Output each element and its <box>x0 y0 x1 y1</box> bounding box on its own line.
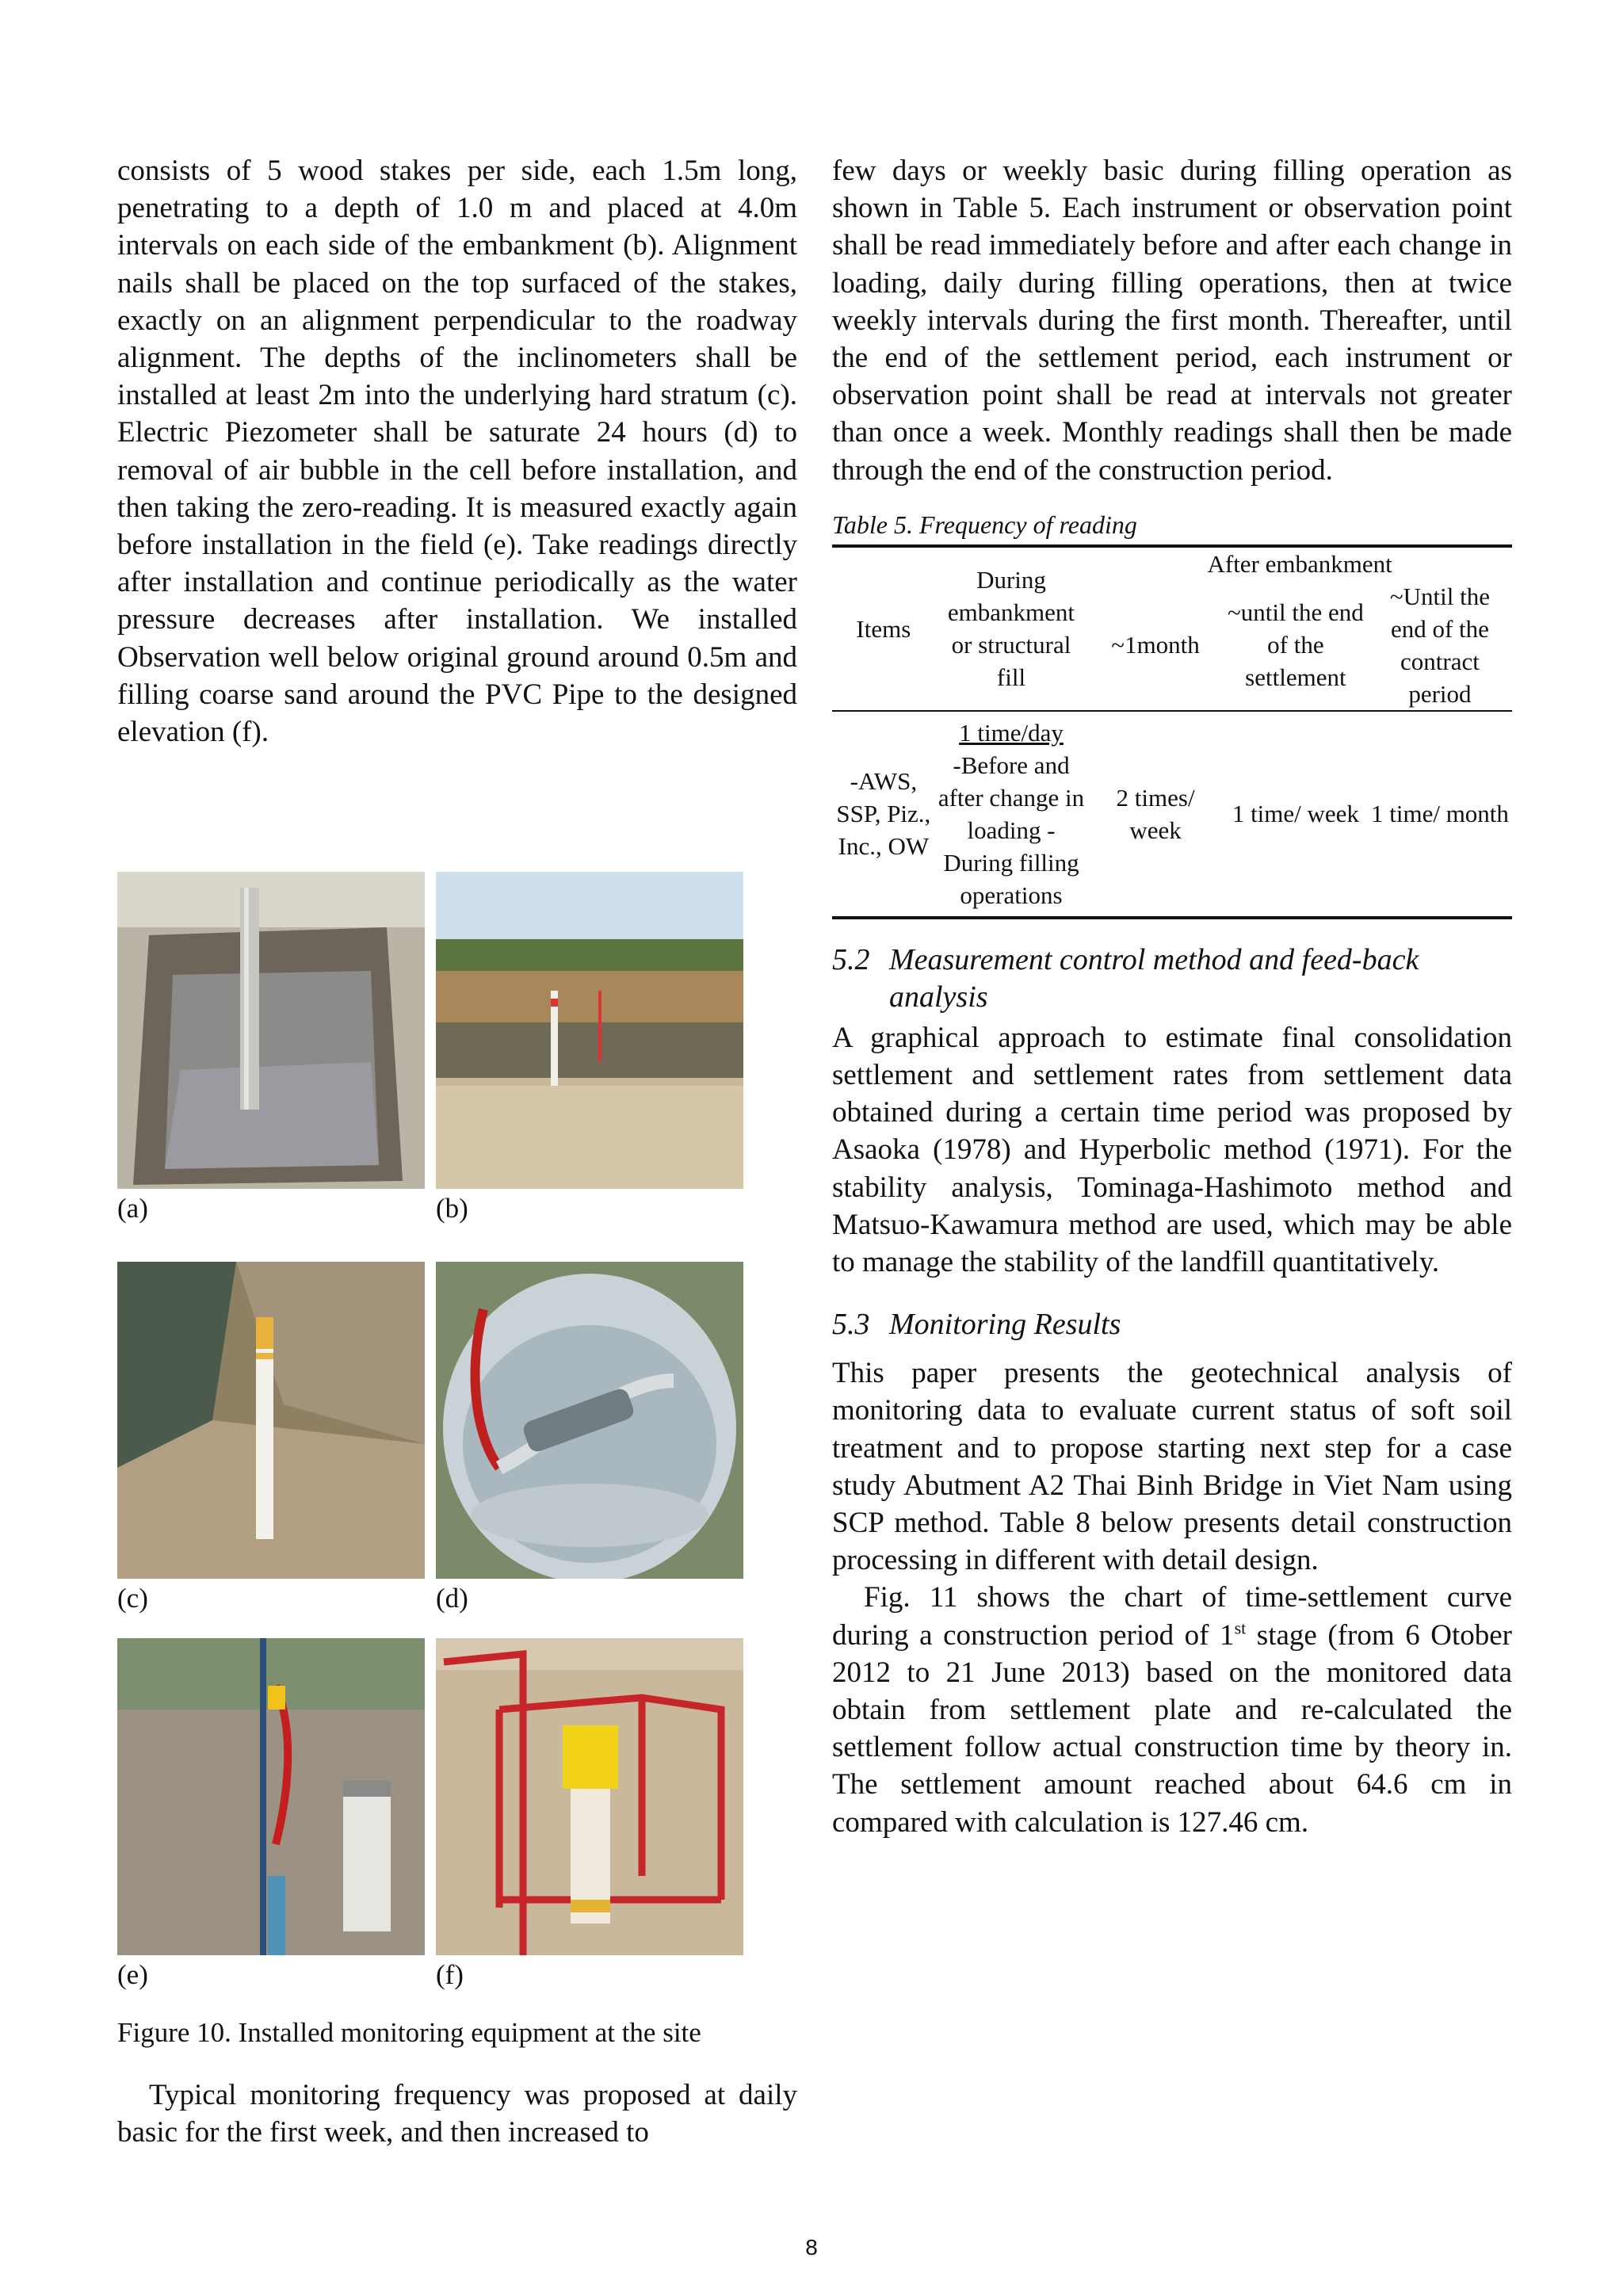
cell-during-line1: 1 time/day <box>959 718 1064 747</box>
figure-row-2 <box>117 1262 743 1614</box>
label-e: (e) <box>117 1959 148 1990</box>
section-5-3-number: 5.3 <box>832 1308 870 1342</box>
superscript-st: st <box>1234 1618 1247 1638</box>
label-d: (d) <box>436 1583 468 1614</box>
right-column <box>832 152 1512 1841</box>
section-5-3-paragraph-2-a: Fig. 11 shows the chart of time-settlement curve during a construction period of 1 <box>832 1581 1512 1652</box>
photo-c-inclinometer-casing <box>117 1262 425 1579</box>
header-after-embankment: After embankment <box>1207 549 1392 578</box>
label-f: (f) <box>436 1959 464 1990</box>
photo-e-piezometer-readout <box>117 1638 425 1955</box>
cell-contract: 1 time/ month <box>1370 800 1509 828</box>
right-paragraph-1: few days or weekly basic during filling operation as shown in Table 5. Each instrument or observation point shall be read immediately before and after each change in loading, daily during filling operations, then at twice weekly intervals during the first month. Thereafter, until the end of the settlement period, each instrument or observation point shall be read at intervals not greater than once a week. Monthly readings shall then be made through the end of the construction period. <box>832 155 1512 487</box>
header-during: During embankment or structural fill <box>947 566 1075 692</box>
header-items: Items <box>856 614 911 643</box>
left-bottom-text <box>117 2076 797 2151</box>
header-settlement: ~until the end of the settlement <box>1228 598 1364 692</box>
label-c: (c) <box>117 1583 148 1614</box>
figure-row-3 <box>117 1638 743 1990</box>
section-5-2-paragraph: A graphical approach to estimate final consolidation settlement and settlement rates from settlement data obtained during a certain time period was proposed by Asaoka (1978) and Hyperbolic method (1971). For the stability analysis, Tominaga-Hashimoto method and Matsuo-Kawamura method are used, which may be able to manage the stability of the landfill quantitatively. <box>832 1021 1512 1279</box>
header-contract: ~Until the end of the contract period <box>1389 582 1491 708</box>
cell-settlement: 1 time/ week <box>1232 800 1359 828</box>
section-5-3-paragraph-2-b: stage (from 6 Otober 2012 to 21 June 2013) based on the monitored data obtain from settlement plate and re-calculated the settlement follow actual construction time by theory in. The settlement amount reached about 64.6 cm in compared with calculation is 127.46 cm. <box>832 1618 1512 1839</box>
table-row <box>832 711 1512 918</box>
figure-caption: Figure 10. Installed monitoring equipment at the site <box>117 2017 701 2048</box>
section-5-2-title-a: Measurement control method and feed-back <box>889 942 1419 976</box>
table-caption: Table 5. Frequency of reading <box>832 510 1137 539</box>
cell-items: -AWS, SSP, Piz., Inc., OW <box>836 767 931 861</box>
section-5-2-number: 5.2 <box>832 942 870 976</box>
cell-month: 2 times/ week <box>1116 783 1195 844</box>
label-a: (a) <box>117 1193 148 1224</box>
section-5-3-paragraph-1: This paper presents the geotechnical analysis of monitoring data to evaluate current status of soft soil treatment and to propose starting next step for a case study Abutment A2 Thai Binh Bridge in Viet Nam using SCP method. Table 8 below presents detail construction processing in different with detail design. <box>832 1357 1512 1577</box>
left-paragraph-2: Typical monitoring frequency was proposed at daily basic for the first week, and then increased to <box>117 2079 797 2149</box>
photo-a-pit-with-pipe <box>117 872 425 1189</box>
left-paragraph-1: consists of 5 wood stakes per side, each 1.5m long, penetrating to a depth of 1.0 m and placed at 4.0m intervals on each side of the embankment (b). Alignment nails shall be placed on the top surfaced of the stakes, exactly on an alignment perpendicular to the roadway alignment. The depths of the inclinometers shall be installed at least 2m into the underlying hard stratum (c). Electric Piezometer shall be saturate 24 hours (d) to removal of air bubble in the cell before installation, and then taking the zero-reading. It is measured exactly again before installation in the field (e). Take readings directly after installation and continue periodically as the water pressure decreases after installation. We installed Observation well below original ground around 0.5m and filling coarse sand around the PVC Pipe to the designed elevation (f). <box>117 155 797 749</box>
frequency-table <box>832 544 1512 919</box>
photo-b-settlement-stake <box>436 872 743 1189</box>
photo-f-observation-well <box>436 1638 743 1955</box>
photo-d-piezometer-in-water <box>436 1262 743 1579</box>
left-column <box>117 152 797 751</box>
section-5-3-paragraph-2 <box>832 1579 1512 1840</box>
header-month: ~1month <box>1111 631 1200 659</box>
section-5-3-title: Monitoring Results <box>889 1308 1121 1342</box>
cell-during-rest: -Before and after change in loading -During filling operations <box>938 751 1085 909</box>
label-b: (b) <box>436 1193 468 1224</box>
page-number: 8 <box>805 2235 818 2260</box>
figure-row-1 <box>117 872 743 1224</box>
section-5-3-heading <box>832 1306 1512 1343</box>
cell-during <box>935 711 1088 918</box>
section-5-2-title-b: analysis <box>889 980 988 1014</box>
section-5-2-heading <box>832 942 1512 1016</box>
